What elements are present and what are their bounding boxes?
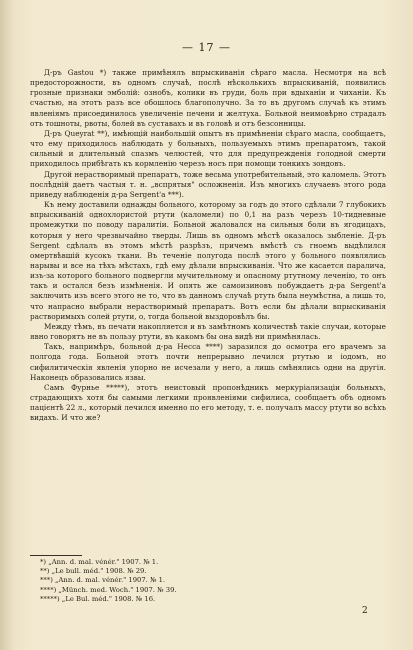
page-number-header: — 17 —: [182, 41, 231, 54]
paragraph-queyrat: Д-ръ Queyrat **), имѣющій наибольшій опытъ въ примѣненіи сѣраго масла, сообщаетъ, что ему приходилось наблюдать у больныхъ, пользуемыхъ этимъ препаратомъ, такой сильный и длительный спазмъ челюстей, что для предупрежденія голодной смерти приходилось прибѣгать къ кормленію черезъ носъ при помощи тонкихъ зондовъ.: [30, 128, 386, 169]
footnote-3: ***) „Ann. d. mal. vénér." 1907. № 1.: [40, 576, 166, 585]
paragraph-fournier: Самъ Фурнье *****), этотъ неистовый пропонѣдникъ меркуріализаціи больныхъ, страдающихъ хотя бы самыми легкими проявленіями сифилиса, сообщаетъ объ одномъ пацієнтѣ 22 л., который лечился именно по его методу, т. е. получалъ массу ртути во всѣхъ видахъ. И что же?: [30, 382, 386, 423]
footnote-2: **) „Le bull. méd." 1908. № 29.: [40, 567, 147, 576]
paragraph-between: Между тѣмъ, въ печати накопляется и въ замѣтномъ количествѣ такіе случаи, которые явно говорятъ не въ пользу ртути, въ какомъ бы она видѣ ни примѣнялась.: [30, 321, 386, 342]
footnote-4: ****) „Münch. med. Woch." 1907. № 39.: [40, 585, 177, 594]
page-edge-shadow: [0, 0, 14, 650]
paragraph-sergent-case: Къ нему доставили однажды больного, которому за годъ до этого сдѣлали 7 глубокихъ впрыскиваній однохлористой ртути (каломели) по 0,1 на разъ черезъ 10-тидневные промежутки по поводу паралитіи. Больной жаловался на сильныя боли въ ягодицахъ, которыя у него чрезвычайно тверды. Лишь въ одномъ мѣстѣ оказалось зыбленіе. Д-ръ Sergent сдѣлалъ въ этомъ мѣстѣ разрѣзъ, причемъ вмѣстѣ съ гноемъ выдѣлился омертвѣвшій кусокъ ткани. Въ теченіе полугода послѣ этого у больного появлялись нарывы и все на тѣхъ мѣстахъ, гдѣ ему дѣлали впрыскиванія. Что же касается паралича, изъ-за которого больного подвергли мучительному и опасному ртутному леченію, то онъ такъ и остался безъ измѣненія. И опять же самоизиновъ побуждаетъ д-ра Sergent'a заключить изъ всего этого не то, что въ данномъ случаѣ ртуть была неумѣстна, а лишь то, что напрасно выбрали нерастворимый препаратъ. Вотъ если бы дѣлали впрыскиванія растворимыхъ солей ртути, о, тогда больной выздоровѣлъ бы.: [30, 200, 386, 321]
paragraph-calomel: Другой нерастворимый препаратъ, тоже весьма употребительный, это каломель. Этотъ послѣдній даетъ частыя т. н. „вспрятыя" осложненія. Изъ многихъ случаевъ этого рода приведу наблюденія д-ра Sergent'a ***).: [30, 169, 386, 199]
paragraph-gastou: Д-ръ Gastou *) также примѣнялъ впрыскиванія сѣраго масла. Несмотря на всѣ предосторожности, въ одномъ случаѣ, послѣ нѣсколькихъ впрыскиваній, появились грозные признаки эмболій: ознобъ, колики въ груди, боль при вдыханіи и чиханіи. Къ счастью, на этотъ разъ все обошлось благополучно. За то въ другомъ случаѣ къ этимъ явленіямъ присоединилось увеличеніе печени и желтуха. Больной неимовѣрно страдалъ отъ тошноты, рвоты, болей въ суставахъ и въ головѣ и отъ безсонницы.: [30, 68, 386, 128]
paragraph-hess: Такъ, напримѣръ, больной д-ра Hесса ****) заразился до осмотра его врачемъ за полгода года. Больной этотъ почти непрерывно лечился ртутью и іодомъ, но сифилитическія явленія упорно не исчезали у него, а лишь смѣнялись одни на другія. Наконецъ образовались язвы.: [30, 342, 386, 382]
footnote-rule: [30, 555, 82, 556]
footnotes: [40, 558, 240, 604]
footnote-1: *) „Ann. d. mal. vénér." 1907. № 1.: [40, 558, 159, 566]
body-text: [30, 68, 386, 423]
footnote-5: *****) „Le Bul. méd." 1908. № 16.: [40, 594, 156, 603]
signature-mark: 2: [362, 606, 368, 616]
